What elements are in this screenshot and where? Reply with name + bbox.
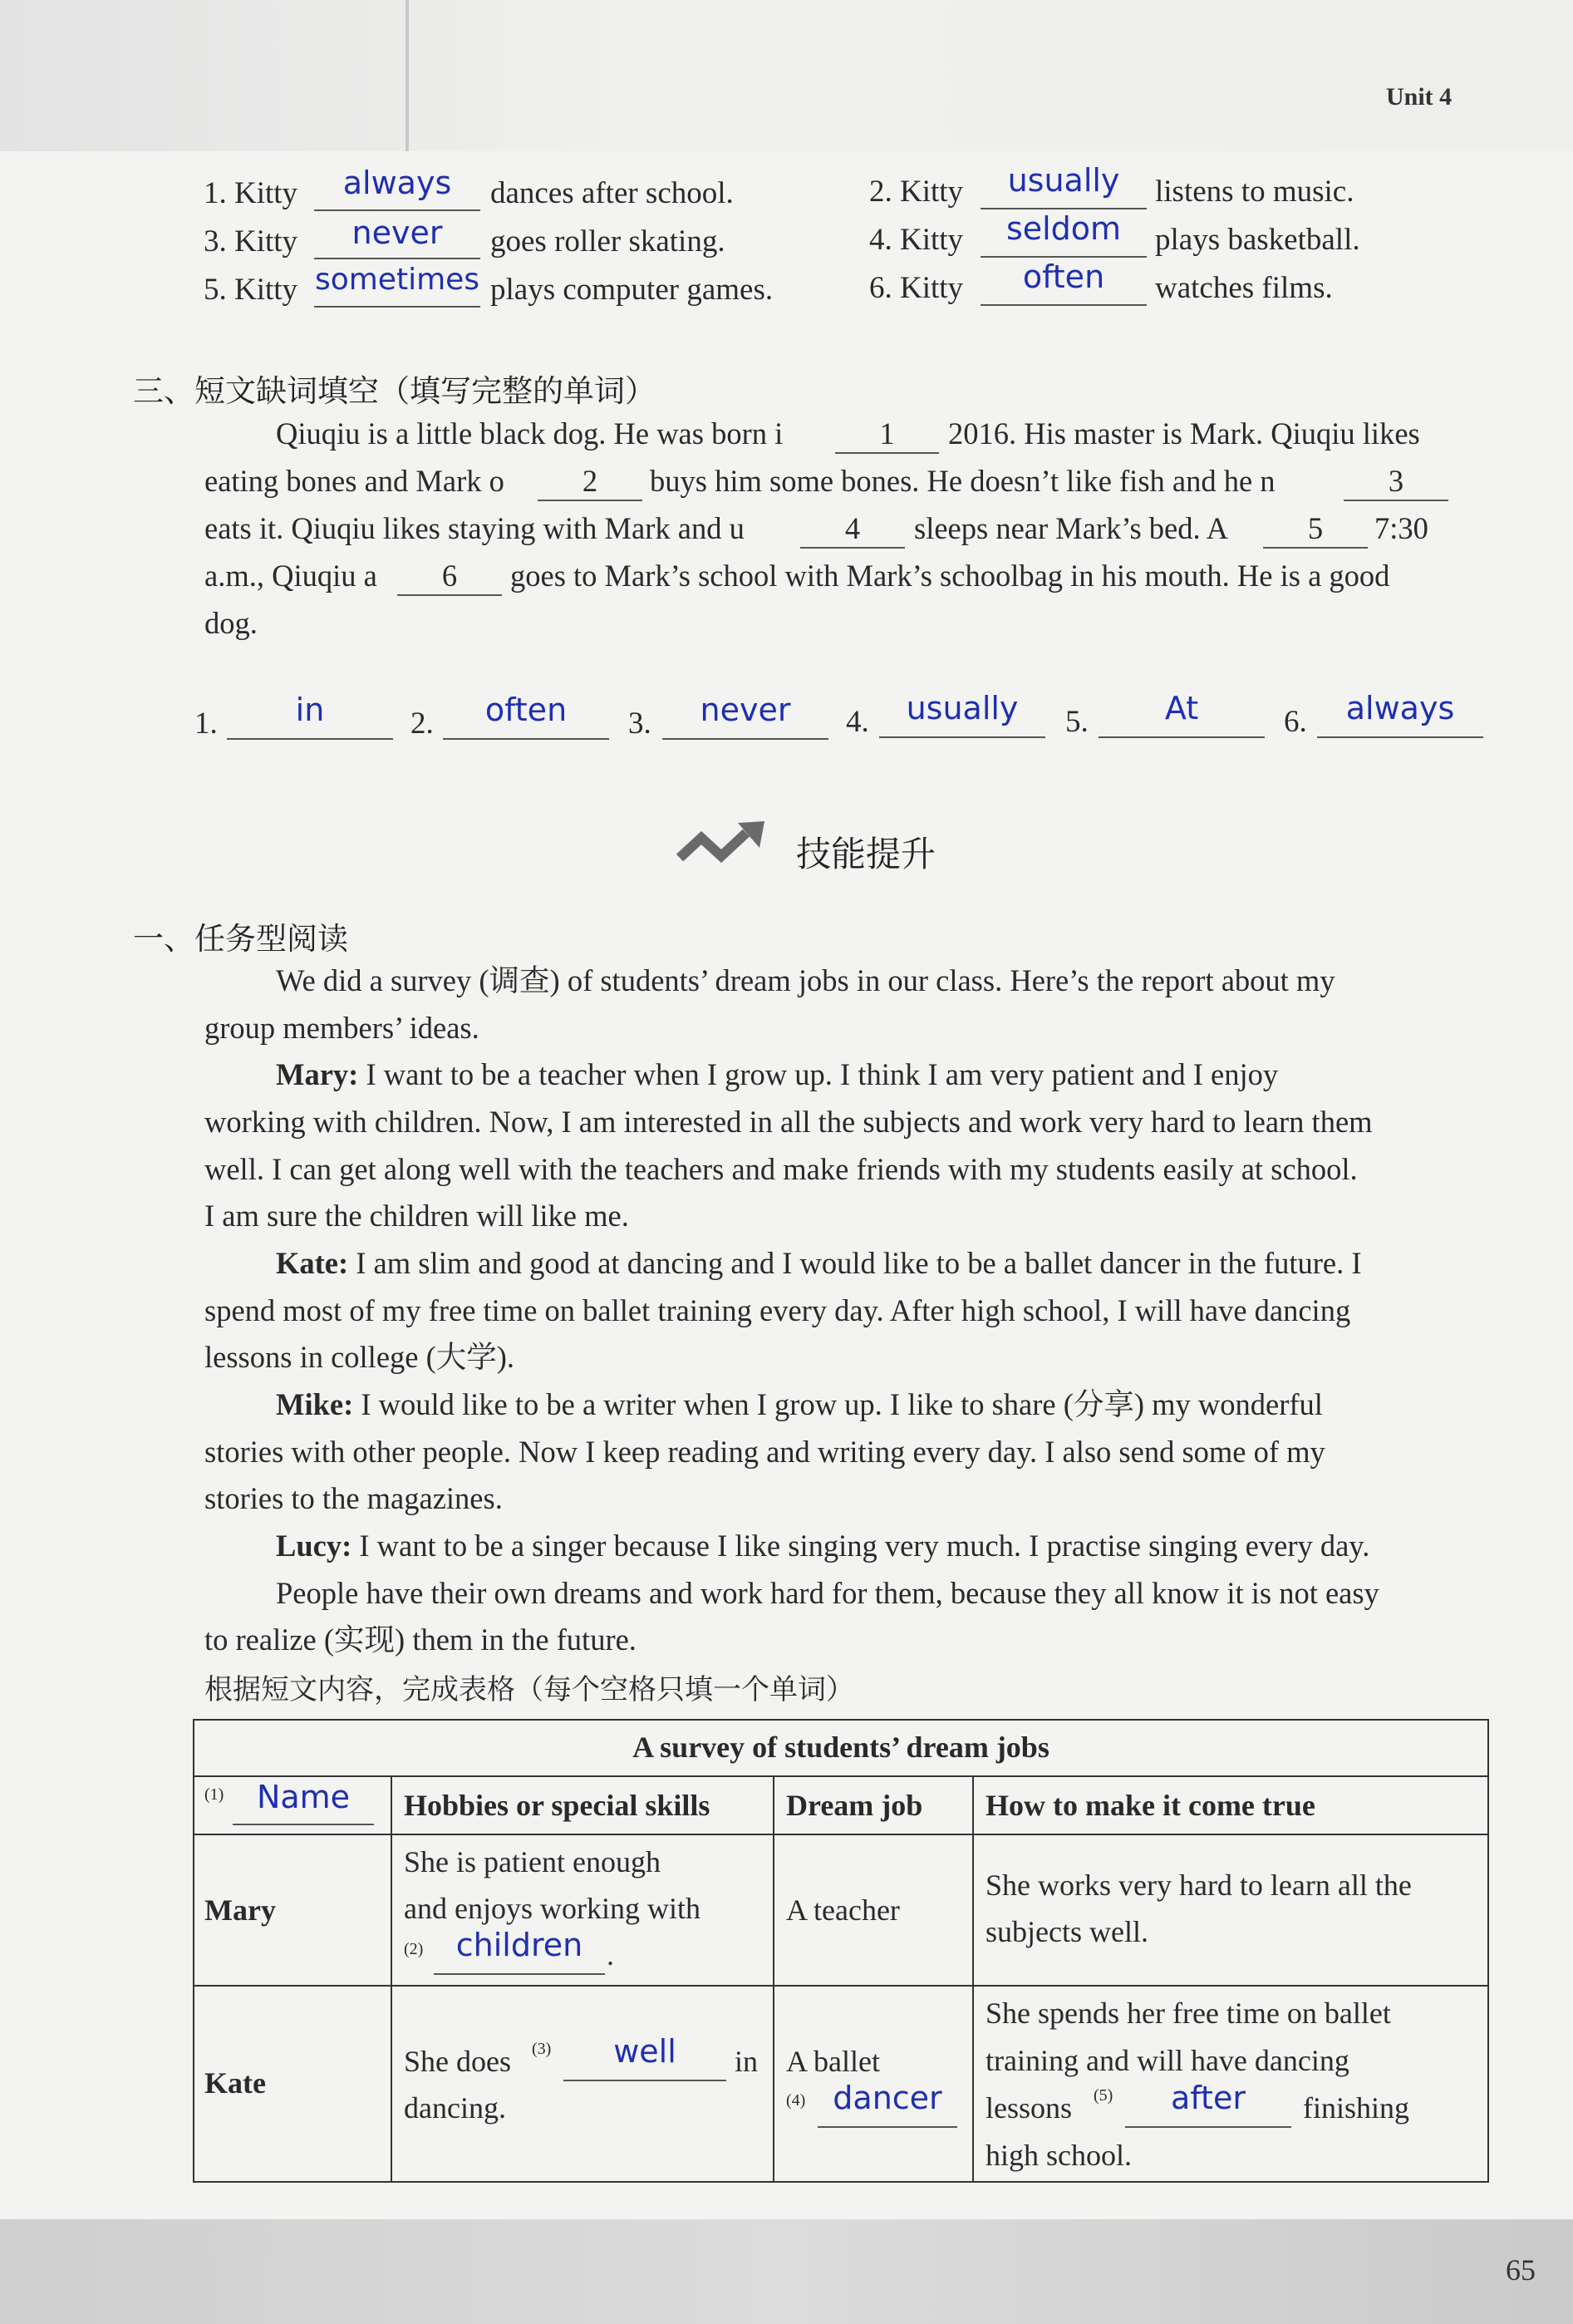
item-1-blank <box>314 209 480 211</box>
passage-blank-num: 3 <box>1388 464 1404 498</box>
unit-label: Unit 4 <box>1386 83 1453 111</box>
kate-hobby: She does <box>404 2045 511 2078</box>
passage-text: Qiuqiu is a little black dog. He was born i <box>276 416 784 451</box>
intro-line: group members’ ideas. <box>204 1011 479 1045</box>
section3-heading: 三、短文缺词填空（填写完整的单词） <box>133 373 656 409</box>
mary-hobby: and enjoys working with <box>404 1892 700 1925</box>
answer-word: often <box>484 692 568 728</box>
mike-name: Mike: <box>276 1387 354 1421</box>
header-dream-job: Dream job <box>786 1789 923 1822</box>
blank-num: (2) <box>404 1940 424 1958</box>
mike-paragraph <box>276 1381 1323 1429</box>
item-2-rest: listens to music. <box>1155 175 1354 209</box>
mary-line: I want to be a teacher when I grow up. I think I am very patient and I enjoy <box>358 1057 1279 1091</box>
table-answer-4: dancer <box>833 2080 942 2116</box>
item-6-rest: watches films. <box>1155 271 1333 305</box>
kate-how: She spends her free time on ballet <box>986 1997 1391 2030</box>
answer-num: 2. <box>410 707 434 741</box>
passage-text: eating bones and Mark o <box>204 464 504 498</box>
item-1-num: 1. Kitty <box>204 176 298 210</box>
page-bottom-shadow <box>0 2219 1573 2324</box>
answer-num: 4. <box>846 705 869 739</box>
item-4-blank <box>981 256 1147 258</box>
item-2-num: 2. Kitty <box>869 175 964 209</box>
table-blank <box>233 1824 374 1825</box>
answer-blank <box>879 736 1045 738</box>
page-top-shadow <box>0 0 1573 151</box>
header-how: How to make it come true <box>986 1789 1315 1822</box>
header-hobbies: Hobbies or special skills <box>404 1789 710 1822</box>
answer-blank <box>1099 736 1265 738</box>
table-instruction: 根据短文内容，完成表格（每个空格只填一个单词） <box>204 1673 854 1706</box>
table-border <box>193 1719 1489 1721</box>
table-border <box>391 1775 392 2183</box>
mary-name: Mary: <box>276 1057 359 1091</box>
item-5-blank <box>314 306 480 308</box>
mike-line: I would like to be a writer when I grow up. I like to share (分享) my wonderful <box>353 1387 1323 1421</box>
passage-text: 7:30 <box>1374 511 1428 545</box>
passage-text: goes to Mark’s school with Mark’s schoolbag in his mouth. He is a good <box>510 559 1390 593</box>
item-4-rest: plays basketball. <box>1155 223 1360 257</box>
table-border <box>1487 1719 1489 2183</box>
answer-word: usually <box>906 690 1019 726</box>
table-border <box>193 1775 1489 1777</box>
item-5-rest: plays computer games. <box>490 273 774 307</box>
table-border <box>193 1985 1489 1987</box>
trend-arrow-icon <box>673 818 776 876</box>
kate-line: I am slim and good at dancing and I would like to be a ballet dancer in the future. I <box>348 1246 1362 1280</box>
mary-line: well. I can get along well with the teachers and make friends with my students easily at school. <box>204 1152 1358 1186</box>
table-answer-3: well <box>613 2033 676 2070</box>
page-fold-line <box>406 0 409 151</box>
item-2-answer: usually <box>1007 162 1120 199</box>
lucy-line: I want to be a singer because I like singing very much. I practise singing every day. <box>351 1529 1370 1563</box>
item-6-answer: often <box>1022 258 1105 295</box>
table-answer-5: after <box>1171 2080 1246 2116</box>
item-4-num: 4. Kitty <box>869 223 964 257</box>
mary-job: A teacher <box>786 1893 900 1927</box>
ending-line: to realize (实现) them in the future. <box>204 1622 637 1657</box>
table-blank <box>434 1973 605 1975</box>
item-4-answer: seldom <box>1005 210 1122 247</box>
skills-title: 技能提升 <box>796 834 936 874</box>
passage-text: eats it. Qiuqiu likes staying with Mark and u <box>204 511 745 545</box>
row-name-mary: Mary <box>204 1893 276 1927</box>
kate-job: A ballet <box>786 2045 880 2078</box>
table-border <box>193 2181 1489 2183</box>
kate-line: lessons in college (大学). <box>204 1340 515 1374</box>
kate-name: Kate: <box>276 1246 349 1280</box>
blank-num: (5) <box>1094 2086 1113 2105</box>
item-3-num: 3. Kitty <box>204 224 298 258</box>
passage-text: a.m., Qiuqiu a <box>204 559 377 593</box>
table-title: A survey of students’ dream jobs <box>632 1731 1049 1764</box>
answer-num: 5. <box>1065 705 1089 739</box>
blank-num: (1) <box>204 1785 224 1804</box>
lucy-name: Lucy: <box>276 1529 352 1563</box>
passage-blank-num: 2 <box>582 464 598 498</box>
table-blank <box>563 2080 726 2081</box>
answer-num: 6. <box>1284 705 1307 739</box>
item-6-num: 6. Kitty <box>869 271 964 305</box>
kate-how: high school. <box>986 2139 1132 2172</box>
mary-hobby: She is patient enough <box>404 1845 661 1878</box>
survey-table <box>193 1719 1489 2183</box>
answer-blank <box>443 738 609 740</box>
page-number: 65 <box>1506 2253 1536 2287</box>
blank-num: (3) <box>532 2040 552 2058</box>
answer-num: 3. <box>628 707 651 741</box>
item-3-rest: goes roller skating. <box>490 224 725 258</box>
kate-how: finishing <box>1303 2091 1410 2125</box>
mary-paragraph <box>276 1051 1278 1099</box>
kate-how: lessons <box>986 2091 1073 2125</box>
passage-blank-num: 6 <box>441 559 458 593</box>
blank-num: (4) <box>786 2091 806 2110</box>
kate-paragraph <box>276 1240 1361 1288</box>
item-5-answer: sometimes <box>314 263 480 297</box>
answer-word: never <box>700 692 791 728</box>
item-3-answer: never <box>351 214 443 251</box>
item-3-blank <box>314 258 480 259</box>
item-1-rest: dances after school. <box>490 176 734 210</box>
mike-line: stories to the magazines. <box>204 1481 503 1515</box>
section1-heading: 一、任务型阅读 <box>133 921 348 957</box>
table-answer-1: Name <box>256 1779 351 1815</box>
intro-line: We did a survey (调查) of students’ dream jobs in our class. Here’s the report about my <box>276 963 1335 997</box>
passage-blank-num: 1 <box>879 416 895 451</box>
answer-num: 1. <box>194 707 218 741</box>
kate-how: training and will have dancing <box>986 2044 1349 2077</box>
row-name-kate: Kate <box>204 2066 266 2100</box>
answer-word: always <box>1345 690 1455 726</box>
mary-line: I am sure the children will like me. <box>204 1199 629 1233</box>
kate-hobby: dancing. <box>404 2091 506 2125</box>
table-border <box>193 1719 194 2183</box>
answer-blank <box>1317 736 1483 738</box>
table-blank <box>1125 2126 1291 2128</box>
answer-word: At <box>1164 690 1199 726</box>
mary-how: She works very hard to learn all the <box>986 1869 1412 1902</box>
mike-line: stories with other people. Now I keep reading and writing every day. I also send some of my <box>204 1435 1325 1469</box>
table-border <box>193 1834 1489 1835</box>
item-6-blank <box>981 304 1147 306</box>
passage-text: buys him some bones. He doesn’t like fish and he n <box>650 464 1276 498</box>
table-border <box>773 1775 774 2183</box>
kate-in: in <box>735 2045 759 2078</box>
table-blank <box>818 2126 957 2128</box>
answer-blank <box>227 738 393 740</box>
passage-blank-num: 4 <box>844 511 861 545</box>
passage-blank-num: 5 <box>1307 511 1324 545</box>
passage-text: dog. <box>204 606 258 640</box>
table-border <box>972 1775 974 2183</box>
item-2-blank <box>981 208 1147 209</box>
passage-text: 2016. His master is Mark. Qiuqiu likes <box>948 416 1420 451</box>
table-answer-2: children <box>455 1927 583 1963</box>
mary-line: working with children. Now, I am interested in all the subjects and work very hard to learn them <box>204 1105 1373 1139</box>
kate-line: spend most of my free time on ballet training every day. After high school, I will have dancing <box>204 1293 1351 1327</box>
lucy-paragraph <box>276 1523 1369 1570</box>
mary-dot: . <box>607 1938 614 1972</box>
item-1-answer: always <box>342 165 452 201</box>
ending-line: People have their own dreams and work hard for them, because they all know it is not easy <box>276 1576 1379 1610</box>
answer-word: in <box>295 692 325 728</box>
item-5-num: 5. Kitty <box>204 273 298 307</box>
mary-how: subjects well. <box>986 1915 1148 1948</box>
passage-text: sleeps near Mark’s bed. A <box>914 511 1229 545</box>
answer-blank <box>662 738 828 740</box>
